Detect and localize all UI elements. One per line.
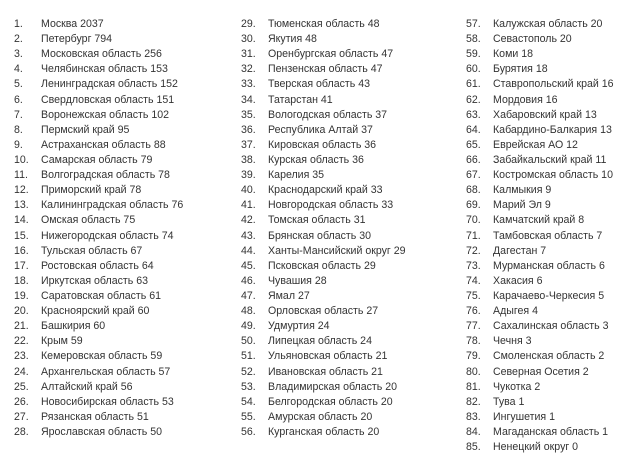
list-item [466,47,614,62]
region-entry: Ненецкий округ 0 [493,441,579,454]
item-number: 15. [14,229,29,242]
region-entry: Камчатский край 8 [493,214,585,227]
region-entry: Республика Алтай 37 [268,123,373,136]
item-number: 82. [466,395,481,408]
item-number: 39. [241,169,256,182]
item-number: 30. [241,33,256,46]
item-number: 75. [466,289,481,302]
list-item [466,108,614,123]
region-entry: Калмыкия 9 [493,184,552,197]
list-item [466,304,614,319]
item-number: 26. [14,395,29,408]
list-item [14,380,183,395]
list-item [14,123,183,138]
region-entry: Тува 1 [493,395,525,408]
list-item [241,93,406,108]
list-item [14,62,183,77]
region-entry: Челябинская область 153 [41,63,168,76]
list-item [241,62,406,77]
region-entry: Новгородская область 33 [268,199,394,212]
item-number: 13. [14,199,29,212]
item-number: 45. [241,259,256,272]
list-item [466,244,614,259]
region-entry: Псковская область 29 [268,259,376,272]
item-number: 46. [241,274,256,287]
list-item [241,334,406,349]
list-item [14,229,183,244]
item-number: 67. [466,169,481,182]
list-item [241,425,406,440]
item-number: 32. [241,63,256,76]
region-entry: Алтайский край 56 [41,380,133,393]
region-entry: Свердловская область 151 [41,93,175,106]
region-entry: Владимирская область 20 [268,380,398,393]
item-number: 4. [14,63,23,76]
region-entry: Томская область 31 [268,214,366,227]
item-number: 72. [466,244,481,257]
item-number: 68. [466,184,481,197]
item-number: 69. [466,199,481,212]
item-number: 64. [466,123,481,136]
item-number: 5. [14,78,23,91]
list-item [466,168,614,183]
item-number: 10. [14,153,29,166]
region-entry: Архангельская область 57 [41,365,171,378]
region-entry: Карелия 35 [268,169,325,182]
list-item [241,395,406,410]
list-item [241,32,406,47]
region-entry: Адыгея 4 [493,305,538,318]
item-number: 19. [14,289,29,302]
item-number: 38. [241,153,256,166]
region-entry: Пензенская область 47 [268,63,383,76]
list-item [241,259,406,274]
list-item [466,410,614,425]
list-item [241,289,406,304]
item-number: 41. [241,199,256,212]
item-number: 34. [241,93,256,106]
list-item [14,138,183,153]
list-item [466,17,614,32]
item-number: 25. [14,380,29,393]
item-number: 65. [466,138,481,151]
list-item [241,213,406,228]
item-number: 48. [241,305,256,318]
item-number: 81. [466,380,481,393]
region-entry: Тюменская область 48 [268,18,380,30]
list-item [466,380,614,395]
list-item [466,32,614,47]
region-list-column-1 [14,17,183,440]
region-entry: Чувашия 28 [268,274,327,287]
region-entry: Новосибирская область 53 [41,395,174,408]
item-number: 37. [241,138,256,151]
list-item [466,183,614,198]
item-number: 14. [14,214,29,227]
region-entry: Тверская область 43 [268,78,370,91]
region-entry: Орловская область 27 [268,305,379,318]
item-number: 77. [466,320,481,333]
item-number: 63. [466,108,481,121]
region-entry: Бурятия 18 [493,63,548,76]
region-entry: Красноярский край 60 [41,305,150,318]
region-entry: Самарская область 79 [41,153,153,166]
list-item [241,153,406,168]
list-item [466,365,614,380]
region-entry: Белгородская область 20 [268,395,393,408]
region-entry: Якутия 48 [268,33,317,46]
region-entry: Марий Эл 9 [493,199,551,212]
region-entry: Крым 59 [41,335,83,348]
list-item [466,425,614,440]
list-item [466,440,614,455]
list-item [466,395,614,410]
region-entry: Нижегородская область 74 [41,229,174,242]
list-item [14,319,183,334]
item-number: 42. [241,214,256,227]
list-item [14,304,183,319]
item-number: 55. [241,410,256,423]
item-number: 57. [466,18,481,30]
item-number: 62. [466,93,481,106]
item-number: 17. [14,259,29,272]
item-number: 78. [466,335,481,348]
list-item [241,123,406,138]
region-entry: Пермский край 95 [41,123,130,136]
region-entry: Рязанская область 51 [41,410,149,423]
item-number: 16. [14,244,29,257]
item-number: 73. [466,259,481,272]
list-item [14,289,183,304]
region-list-column-2 [241,17,406,440]
region-entry: Ярославская область 50 [41,425,163,438]
item-number: 22. [14,335,29,348]
region-entry: Астраханская область 88 [41,138,166,151]
item-number: 11. [14,169,28,182]
item-number: 1. [14,18,23,30]
list-item [466,198,614,213]
region-entry: Москва 2037 [41,18,104,30]
item-number: 49. [241,320,256,333]
region-entry: Приморский край 78 [41,184,142,197]
region-entry: Калининградская область 76 [41,199,184,212]
list-item [466,229,614,244]
item-number: 70. [466,214,481,227]
region-entry: Магаданская область 1 [493,425,609,438]
region-entry: Тульская область 67 [41,244,143,257]
item-number: 36. [241,123,256,136]
list-item [241,168,406,183]
item-number: 56. [241,425,256,438]
item-number: 76. [466,305,481,318]
item-number: 44. [241,244,256,257]
item-number: 29. [241,18,256,30]
item-number: 83. [466,410,481,423]
list-item [14,349,183,364]
list-item [14,410,183,425]
region-entry: Дагестан 7 [493,244,547,257]
region-entry: Кемеровская область 59 [41,350,163,363]
region-entry: Курская область 36 [268,153,364,166]
item-number: 71. [466,229,481,242]
list-item [466,123,614,138]
item-number: 23. [14,350,29,363]
item-number: 18. [14,274,29,287]
item-number: 31. [241,48,256,61]
region-entry: Петербург 794 [41,33,113,46]
list-item [14,47,183,62]
item-number: 66. [466,153,481,166]
region-entry: Смоленская область 2 [493,350,605,363]
list-item [241,349,406,364]
item-number: 20. [14,305,29,318]
region-entry: Воронежская область 102 [41,108,170,121]
region-entry: Башкирия 60 [41,320,106,333]
list-item [241,229,406,244]
item-number: 59. [466,48,481,61]
item-number: 51. [241,350,256,363]
region-entry: Ленинградская область 152 [41,78,178,91]
list-item [466,349,614,364]
item-number: 6. [14,93,23,106]
region-entry: Чечня 3 [493,335,532,348]
region-entry: Кировская область 36 [268,138,377,151]
item-number: 8. [14,123,23,136]
region-entry: Брянская область 30 [268,229,371,242]
region-entry: Ингушетия 1 [493,410,556,423]
list-item [14,153,183,168]
list-item [14,213,183,228]
region-entry: Ямал 27 [268,289,310,302]
region-entry: Ульяновская область 21 [268,350,388,363]
item-number: 50. [241,335,256,348]
region-entry: Ханты-Мансийский округ 29 [268,244,406,257]
item-number: 12. [14,184,29,197]
item-number: 84. [466,425,481,438]
item-number: 53. [241,380,256,393]
region-entry: Севастополь 20 [493,33,572,46]
item-number: 80. [466,365,481,378]
region-entry: Курганская область 20 [268,425,380,438]
region-entry: Ставропольский край 16 [493,78,614,91]
list-item [241,138,406,153]
region-entry: Еврейская АО 12 [493,138,578,151]
list-item [466,153,614,168]
item-number: 21. [14,320,29,333]
list-item [466,334,614,349]
list-item [241,319,406,334]
region-entry: Саратовская область 61 [41,289,162,302]
list-item [466,319,614,334]
region-entry: Мурманская область 6 [493,259,605,272]
list-item [241,274,406,289]
region-entry: Северная Осетия 2 [493,365,589,378]
list-item [14,395,183,410]
list-item [14,259,183,274]
region-entry: Чукотка 2 [493,380,541,393]
item-number: 24. [14,365,29,378]
list-item [14,425,183,440]
list-item [466,77,614,92]
list-item [466,93,614,108]
item-number: 2. [14,33,23,46]
item-number: 43. [241,229,256,242]
list-item [241,304,406,319]
region-entry: Волгоградская область 78 [41,169,170,182]
list-item [14,244,183,259]
region-entry: Ростовская область 64 [41,259,154,272]
region-entry: Забайкальский край 11 [493,153,607,166]
list-item [14,198,183,213]
item-number: 54. [241,395,256,408]
list-item [241,244,406,259]
item-number: 52. [241,365,256,378]
list-item [241,198,406,213]
region-entry: Мордовия 16 [493,93,558,106]
item-number: 74. [466,274,481,287]
region-entry: Оренбургская область 47 [268,48,394,61]
item-number: 28. [14,425,29,438]
list-item [14,108,183,123]
item-number: 33. [241,78,256,91]
region-entry: Карачаево-Черкесия 5 [493,289,605,302]
region-entry: Ивановская область 21 [268,365,383,378]
list-item [14,365,183,380]
list-item [241,365,406,380]
item-number: 40. [241,184,256,197]
list-item [241,183,406,198]
item-number: 79. [466,350,481,363]
list-item [466,62,614,77]
item-number: 61. [466,78,481,91]
region-entry: Кабардино-Балкария 13 [493,123,612,136]
list-item [241,380,406,395]
region-entry: Вологодская область 37 [268,108,388,121]
region-entry: Московская область 256 [41,48,162,61]
region-entry: Хабаровский край 13 [493,108,597,121]
list-item [241,77,406,92]
region-entry: Костромская область 10 [493,169,613,182]
item-number: 27. [14,410,29,423]
list-item [241,17,406,32]
region-entry: Калужская область 20 [493,18,603,30]
item-number: 58. [466,33,481,46]
list-item [14,334,183,349]
list-item [14,274,183,289]
region-entry: Амурская область 20 [268,410,373,423]
list-item [241,108,406,123]
list-item [14,17,183,32]
region-entry: Иркутская область 63 [41,274,148,287]
list-item [466,259,614,274]
item-number: 35. [241,108,256,121]
list-item [241,410,406,425]
list-item [14,32,183,47]
item-number: 60. [466,63,481,76]
item-number: 47. [241,289,256,302]
list-item [14,168,183,183]
region-list-column-3 [466,17,614,455]
region-entry: Омская область 75 [41,214,136,227]
list-item [466,289,614,304]
item-number: 7. [14,108,23,121]
item-number: 9. [14,138,23,151]
region-entry: Сахалинская область 3 [493,320,609,333]
list-item [14,183,183,198]
list-item [466,274,614,289]
region-entry: Коми 18 [493,48,533,61]
list-item [14,77,183,92]
list-item [14,93,183,108]
list-item [466,213,614,228]
item-number: 3. [14,48,23,61]
region-entry: Удмуртия 24 [268,320,330,333]
region-entry: Краснодарский край 33 [268,184,383,197]
list-item [241,47,406,62]
region-entry: Татарстан 41 [268,93,333,106]
region-entry: Тамбовская область 7 [493,229,603,242]
region-entry: Хакасия 6 [493,274,543,287]
list-item [466,138,614,153]
item-number: 85. [466,441,481,454]
region-entry: Липецкая область 24 [268,335,372,348]
